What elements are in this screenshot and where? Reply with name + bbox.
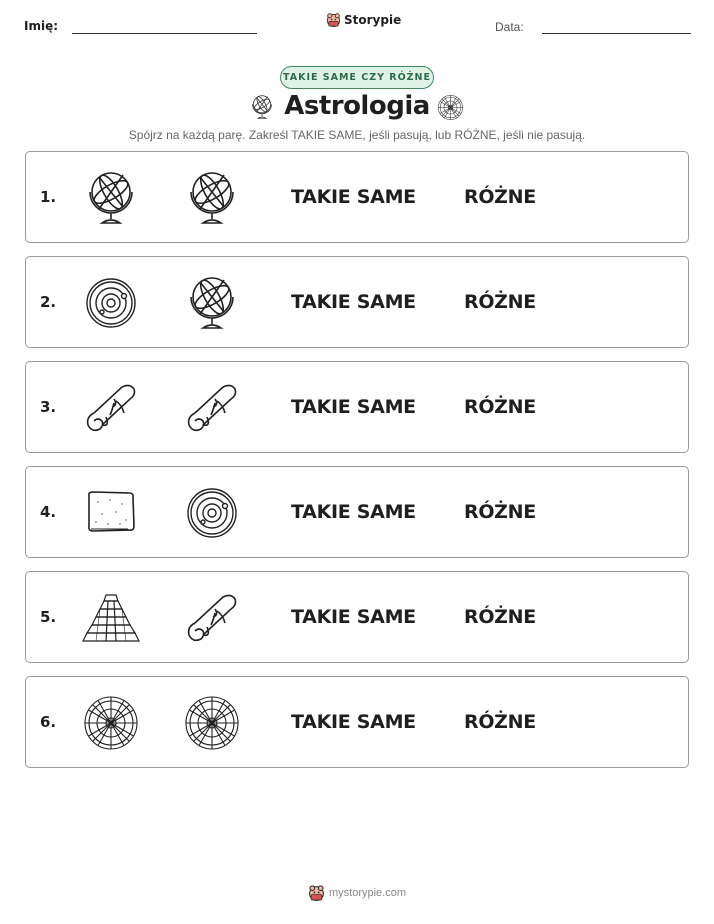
option-same[interactable]: TAKIE SAME [291, 396, 416, 418]
row-number: 5. [40, 608, 57, 626]
option-same[interactable]: TAKIE SAME [291, 186, 416, 208]
instructions: Spójrz na każdą parę. Zakreśl TAKIE SAME, jeśli pasują, lub RÓŻNE, jeśli nie pasują. [128, 128, 586, 142]
row-number: 2. [40, 293, 57, 311]
row-number: 4. [40, 503, 57, 521]
pair-row [25, 676, 689, 768]
pyramid-icon [80, 587, 142, 649]
option-same[interactable]: TAKIE SAME [291, 291, 416, 313]
row-number: 3. [40, 398, 57, 416]
storypie-icon [308, 884, 325, 901]
footer [0, 884, 714, 901]
option-same[interactable]: TAKIE SAME [291, 501, 416, 523]
pair-row [25, 361, 689, 453]
brand-name: Storypie [344, 12, 402, 27]
name-label: Imię: [24, 19, 59, 33]
scroll-icon [80, 377, 142, 439]
brand-logo [326, 12, 401, 27]
date-label: Data: [495, 20, 524, 34]
option-different[interactable]: RÓŻNE [464, 606, 536, 628]
option-different[interactable]: RÓŻNE [464, 501, 536, 523]
armillary-globe-icon [181, 167, 243, 229]
planet-orbits-icon [80, 272, 142, 334]
armillary-globe-icon [80, 167, 142, 229]
zodiac-wheel-icon [80, 692, 142, 754]
option-different[interactable]: RÓŻNE [464, 396, 536, 418]
option-different[interactable]: RÓŻNE [464, 186, 536, 208]
planet-orbits-icon [181, 482, 243, 544]
zodiac-wheel-icon [181, 692, 243, 754]
armillary-globe-icon [181, 272, 243, 334]
option-different[interactable]: RÓŻNE [464, 711, 536, 733]
option-same[interactable]: TAKIE SAME [291, 711, 416, 733]
scroll-icon [181, 587, 243, 649]
name-line[interactable] [72, 33, 257, 34]
pair-row [25, 256, 689, 348]
footer-url: mystorypie.com [328, 886, 407, 899]
stone-tablet-icon [80, 482, 142, 544]
option-same[interactable]: TAKIE SAME [291, 606, 416, 628]
pair-row [25, 151, 689, 243]
zodiac-wheel-icon [436, 93, 465, 122]
row-number: 6. [40, 713, 57, 731]
page-title: Astrologia [284, 91, 430, 121]
option-different[interactable]: RÓŻNE [464, 291, 536, 313]
storypie-icon [326, 12, 341, 27]
row-number: 1. [40, 188, 57, 206]
date-line[interactable] [542, 33, 691, 34]
worksheet-type-badge: TAKIE SAME CZY RÓŻNE [280, 66, 434, 89]
pair-row [25, 466, 689, 558]
pair-row [25, 571, 689, 663]
scroll-icon [181, 377, 243, 439]
